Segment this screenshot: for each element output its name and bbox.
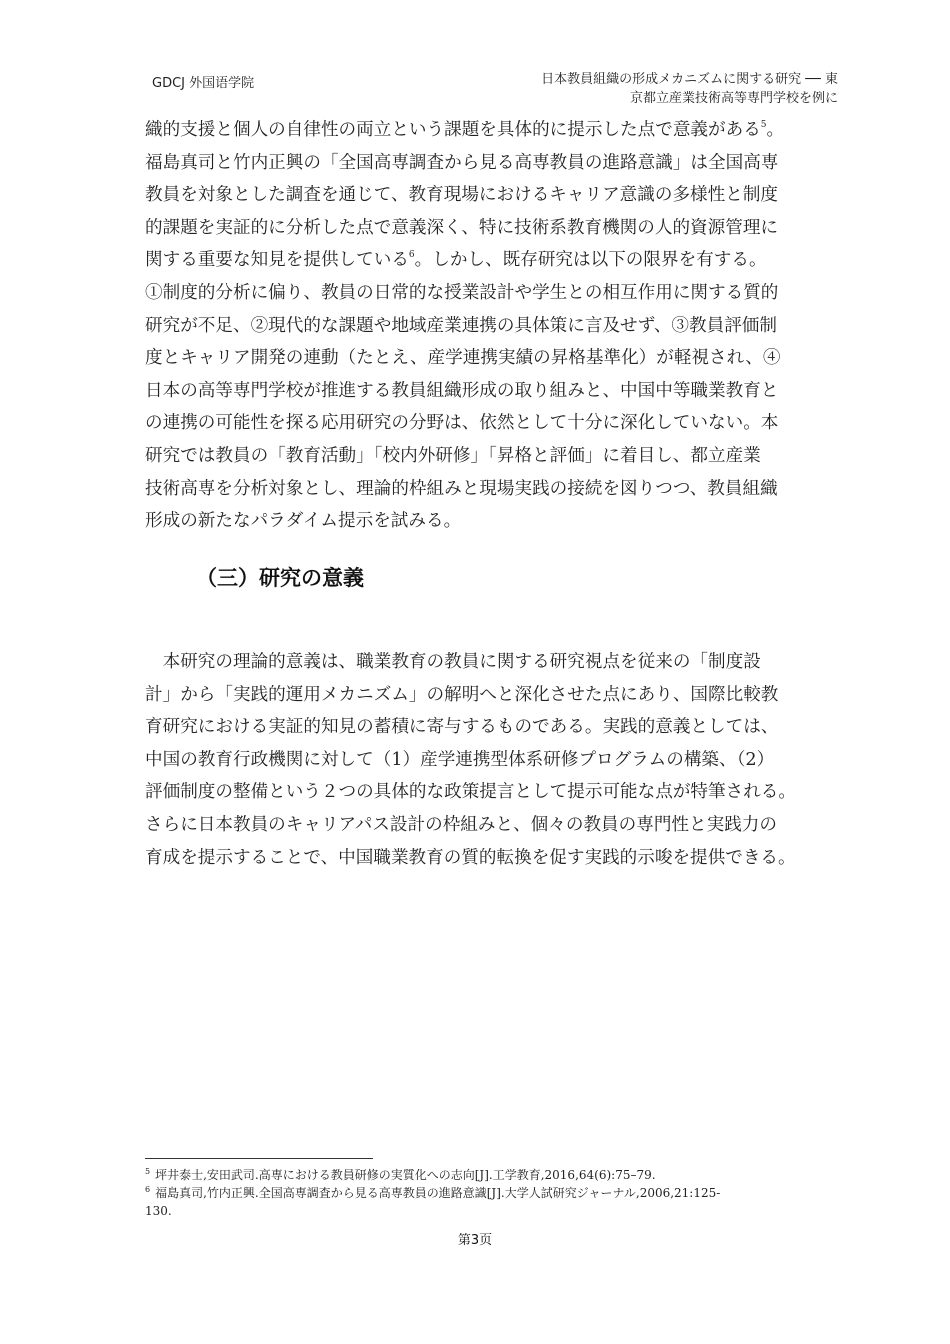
paragraph-line: 織的支援と個人の自律性の両立という課題を具体的に提示した点で意義がある$^5$。: [145, 120, 785, 140]
paragraph-line: 的課題を実証的に分析した点で意義深く、特に技術系教育機関の人的資源管理に: [145, 217, 779, 238]
footnote-text: 坪井泰士,安田武司.高専における教員研修の実質化への志向[J].工学教育,2016,64(6):75–79.: [155, 1168, 656, 1182]
paragraph-line: 福島真司と竹内正興の「全国高専調査から見る高専教員の進路意識」は全国高専: [145, 152, 779, 173]
paragraph-line: 日本の高等専門学校が推進する教員組織形成の取り組みと、中国中等職業教育と: [145, 380, 779, 401]
paragraph-line: 育研究における実証的知見の蓄積に寄与するものである。実践的意義としては、: [145, 717, 779, 738]
footnote-6-continued: 130.: [145, 1204, 172, 1218]
paragraph-line: 中国の教育行政機関に対して（1）産学連携型体系研修プログラムの構築、（2）: [145, 749, 775, 770]
header-title-line-1: 日本教員組織の形成メカニズムに関する研究 ── 東: [541, 72, 838, 87]
paragraph-line: さらに日本教員のキャリアパス設計の枠組みと、個々の教員の専門性と実践力の: [145, 814, 777, 835]
paragraph-line: の連携の可能性を探る応用研究の分野は、依然として十分に深化していない。本: [145, 413, 779, 434]
paragraph-significance: [145, 646, 845, 874]
footnote-text: 福島真司,竹内正興.全国高専調査から見る高専教員の進路意識[J].大学人試研究ジャーナル,2006,21:125-: [155, 1186, 721, 1200]
paragraph-line: 度とキャリア開発の連動（たとえ、産学連携実績の昇格基準化）が軽視され、④: [145, 348, 781, 369]
paragraph-line: 育成を提示することで、中国職業教育の質的転換を促す実践的示唆を提供できる。: [145, 847, 796, 868]
paragraph-line: 技術高専を分析対象とし、理論的枠組みと現場実践の接続を図りつつ、教員組織: [145, 478, 778, 499]
section-heading: （三）研究の意義: [196, 566, 364, 590]
page-number: 第3页: [457, 1233, 493, 1248]
footnote-divider: [145, 1158, 373, 1159]
header-left-institution: GDCJ 外国语学院: [152, 76, 255, 91]
footnotes: [145, 1166, 845, 1220]
paragraph-line: 本研究の理論的意義は、職業教育の教員に関する研究視点を従来の「制度設: [145, 652, 761, 672]
footnote-ref-5[interactable]: 5: [760, 120, 767, 130]
paragraph-line: 関する重要な知見を提供している$^6$。しかし、既存研究は以下の限界を有する。: [145, 250, 767, 271]
footnote-6: [145, 1184, 845, 1202]
paragraph-line: 教員を対象とした調査を通じて、教育現場におけるキャリア意識の多様性と制度: [145, 185, 779, 206]
paragraph-line: 評価制度の整備という２つの具体的な政策提言として提示可能な点が特筆される。: [145, 782, 796, 803]
paragraph-line: 形成の新たなパラダイム提示を試みる。: [145, 511, 462, 532]
footnote-marker: 5: [145, 1167, 151, 1176]
paragraph-line: 研究が不足、②現代的な課題や地域産業連携の具体策に言及せず、③教員評価制: [145, 315, 777, 336]
paragraph-line: 計」から「実践的運用メカニズム」の解明へと深化させた点にあり、国際比較教: [145, 684, 779, 705]
paragraph-previous-research: [145, 114, 845, 538]
footnote-ref-6[interactable]: 6: [408, 250, 415, 261]
footnote-marker: 6: [145, 1185, 151, 1194]
header-title-line-2: 京都立産業技術高等専門学校を例に: [629, 91, 838, 106]
paragraph-line: ①制度的分析に偏り、教員の日常的な授業設計や学生との相互作用に関する質的: [145, 282, 779, 303]
header-right-title: [478, 70, 838, 108]
footnote-5: [145, 1166, 845, 1184]
paragraph-line: 研究では教員の「教育活動」「校内外研修」「昇格と評価」に着目し、都立産業: [145, 445, 761, 466]
